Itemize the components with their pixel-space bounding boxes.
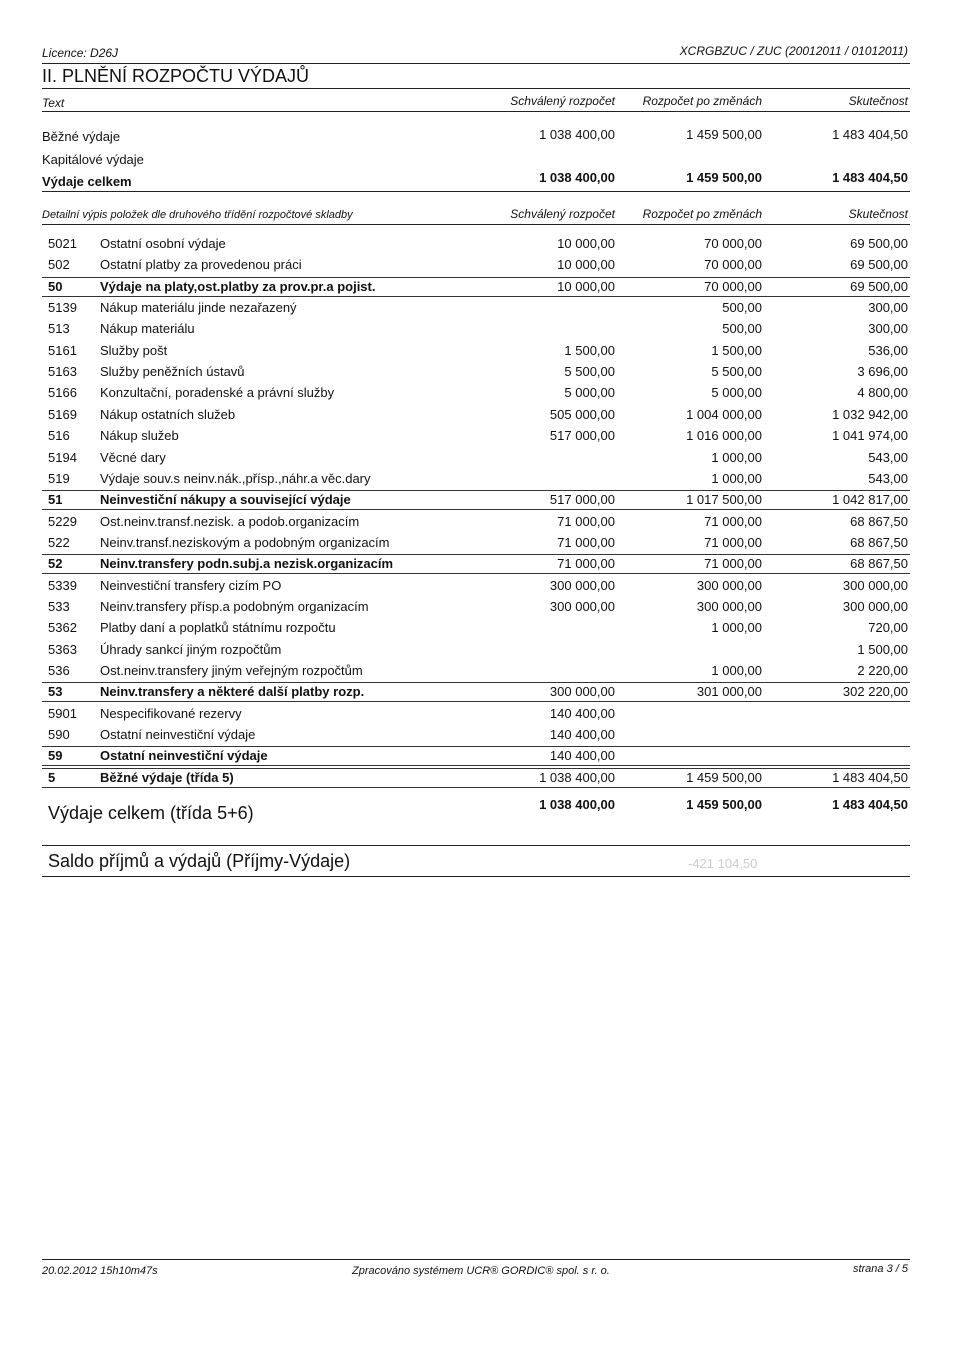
footer-system: Zpracováno systémem UCR® GORDIC® spol. s r. o. xyxy=(352,1265,610,1277)
footer-page: strana 3 / 5 xyxy=(852,1263,908,1275)
row-value-changed: 500,00 xyxy=(722,300,762,315)
row-text: Výdaje souv.s neinv.nák.,přísp.,náhr.a věc.dary xyxy=(100,471,371,486)
row-value-changed: 1 459 500,00 xyxy=(686,770,762,785)
subtotal-divider xyxy=(42,768,910,769)
row-value-approved: 140 400,00 xyxy=(549,727,615,742)
row-value-actual: 68 867,50 xyxy=(850,556,908,571)
row-code: 5901 xyxy=(48,706,77,721)
subtotal-divider xyxy=(42,573,910,574)
summary-value: 1 459 500,00 xyxy=(686,127,762,142)
row-value-actual: 1 483 404,50 xyxy=(832,770,908,785)
row-value-approved: 140 400,00 xyxy=(549,706,615,721)
row-value-actual: 1 041 974,00 xyxy=(832,428,908,443)
row-text: Neinvestiční nákupy a související výdaje xyxy=(100,492,351,507)
row-value-approved: 71 000,00 xyxy=(557,514,615,529)
row-code: 5021 xyxy=(48,236,77,251)
row-value-changed: 300 000,00 xyxy=(696,599,762,614)
row-code: 5139 xyxy=(48,300,77,315)
subtotal-divider xyxy=(42,554,910,555)
row-code: 5 xyxy=(48,770,56,785)
row-value-changed: 1 000,00 xyxy=(711,471,762,486)
row-value-changed: 500,00 xyxy=(722,321,762,336)
row-code: 502 xyxy=(48,257,70,272)
row-text: Výdaje na platy,ost.platby za prov.pr.a pojist. xyxy=(100,279,376,294)
table-row xyxy=(0,364,960,385)
row-text: Konzultační, poradenské a právní služby xyxy=(100,385,335,400)
row-code: 5339 xyxy=(48,578,77,593)
row-value-changed: 1 017 500,00 xyxy=(686,492,762,507)
summary-value: 1 038 400,00 xyxy=(539,170,615,185)
table-row xyxy=(0,706,960,727)
row-value-approved: 5 000,00 xyxy=(564,385,615,400)
row-code: 5229 xyxy=(48,514,77,529)
row-code: 52 xyxy=(48,556,63,571)
row-code: 5166 xyxy=(48,385,77,400)
row-text: Služby peněžních ústavů xyxy=(100,364,245,379)
col-text-header: Text xyxy=(42,96,65,110)
row-value-actual: 69 500,00 xyxy=(850,279,908,294)
summary-label-capital: Kapitálové výdaje xyxy=(42,152,144,167)
saldo-label: Saldo příjmů a výdajů (Příjmy-Výdaje) xyxy=(48,851,351,871)
row-text: Platby daní a poplatků státnímu rozpočtu xyxy=(100,620,336,635)
row-value-changed: 71 000,00 xyxy=(704,556,762,571)
row-value-approved: 1 500,00 xyxy=(564,343,615,358)
row-value-actual: 4 800,00 xyxy=(857,385,908,400)
row-text: Věcné dary xyxy=(100,450,166,465)
row-value-approved: 517 000,00 xyxy=(549,428,615,443)
row-text: Nákup materiálu jinde nezařazený xyxy=(100,300,297,315)
licence-label: Licence: D26J xyxy=(42,46,119,60)
page-title: II. PLNĚNÍ ROZPOČTU VÝDAJŮ xyxy=(42,66,310,86)
table-row xyxy=(0,727,960,748)
table-row xyxy=(0,450,960,471)
subtotal-divider xyxy=(42,296,910,297)
row-value-changed: 1 004 000,00 xyxy=(686,407,762,422)
detail-col-changed: Rozpočet po změnách xyxy=(642,207,762,221)
row-code: 5169 xyxy=(48,407,77,422)
table-row xyxy=(0,578,960,599)
row-value-actual: 68 867,50 xyxy=(850,535,908,550)
row-text: Úhrady sankcí jiným rozpočtům xyxy=(100,642,282,657)
row-text: Ostatní platby za provedenou práci xyxy=(100,257,302,272)
row-text: Nákup ostatních služeb xyxy=(100,407,236,422)
detail-col-actual: Skutečnost xyxy=(848,207,908,221)
row-text: Ost.neinv.transf.nezisk. a podob.organizacím xyxy=(100,514,360,529)
table-row xyxy=(0,620,960,641)
row-code: 513 xyxy=(48,321,70,336)
row-text: Ost.neinv.transfery jiným veřejným rozpočtům xyxy=(100,663,363,678)
row-value-actual: 543,00 xyxy=(868,471,908,486)
total-value-actual: 1 483 404,50 xyxy=(832,797,908,812)
subtotal-divider xyxy=(42,509,910,510)
row-value-changed: 300 000,00 xyxy=(696,578,762,593)
report-code: XCRGBZUC / ZUC (20012011 / 01012011) xyxy=(679,44,908,58)
row-value-approved: 1 038 400,00 xyxy=(539,770,615,785)
row-value-changed: 70 000,00 xyxy=(704,257,762,272)
row-value-changed: 70 000,00 xyxy=(704,279,762,294)
row-value-actual: 300,00 xyxy=(868,321,908,336)
row-value-approved: 300 000,00 xyxy=(549,578,615,593)
row-value-actual: 300 000,00 xyxy=(842,578,908,593)
row-text: Ostatní neinvestiční výdaje xyxy=(100,748,268,763)
row-code: 5161 xyxy=(48,343,77,358)
row-value-actual: 543,00 xyxy=(868,450,908,465)
row-value-approved: 505 000,00 xyxy=(549,407,615,422)
row-code: 516 xyxy=(48,428,70,443)
row-code: 59 xyxy=(48,748,63,763)
summary-value: 1 038 400,00 xyxy=(539,127,615,142)
table-row xyxy=(0,535,960,556)
row-value-approved: 10 000,00 xyxy=(557,236,615,251)
table-row xyxy=(0,385,960,406)
row-value-actual: 720,00 xyxy=(868,620,908,635)
row-value-changed: 71 000,00 xyxy=(704,514,762,529)
table-row xyxy=(0,343,960,364)
row-value-actual: 69 500,00 xyxy=(850,257,908,272)
row-value-changed: 5 500,00 xyxy=(711,364,762,379)
row-value-changed: 1 000,00 xyxy=(711,663,762,678)
summary-value: 1 459 500,00 xyxy=(686,170,762,185)
row-value-approved: 517 000,00 xyxy=(549,492,615,507)
detail-col-approved: Schválený rozpočet xyxy=(510,207,615,221)
row-value-approved: 71 000,00 xyxy=(557,535,615,550)
row-text: Neinv.transfery podn.subj.a nezisk.organizacím xyxy=(100,556,394,571)
row-value-actual: 300,00 xyxy=(868,300,908,315)
row-text: Neinvestiční transfery cizím PO xyxy=(100,578,282,593)
row-value-changed: 1 000,00 xyxy=(711,620,762,635)
subtotal-divider xyxy=(42,701,910,702)
table-row xyxy=(0,300,960,321)
subtotal-divider xyxy=(42,682,910,683)
row-value-changed: 1 000,00 xyxy=(711,450,762,465)
row-value-approved: 10 000,00 xyxy=(557,279,615,294)
summary-label-total: Výdaje celkem xyxy=(42,174,132,189)
row-code: 536 xyxy=(48,663,70,678)
row-code: 50 xyxy=(48,279,63,294)
row-value-approved: 300 000,00 xyxy=(549,684,615,699)
subtotal-divider xyxy=(42,787,910,788)
table-row xyxy=(0,642,960,663)
table-row xyxy=(0,663,960,684)
row-text: Ostatní neinvestiční výdaje xyxy=(100,727,256,742)
row-text: Neinv.transf.neziskovým a podobným organizacím xyxy=(100,535,390,550)
row-code: 53 xyxy=(48,684,63,699)
row-code: 5163 xyxy=(48,364,77,379)
total-value-changed: 1 459 500,00 xyxy=(686,797,762,812)
row-code: 533 xyxy=(48,599,70,614)
row-text: Neinv.transfery přísp.a podobným organizacím xyxy=(100,599,369,614)
table-row xyxy=(0,236,960,257)
row-value-actual: 69 500,00 xyxy=(850,236,908,251)
row-value-approved: 10 000,00 xyxy=(557,257,615,272)
row-value-changed: 5 000,00 xyxy=(711,385,762,400)
row-text: Ostatní osobní výdaje xyxy=(100,236,226,251)
row-code: 5194 xyxy=(48,450,77,465)
row-text: Nákup služeb xyxy=(100,428,179,443)
row-value-actual: 3 696,00 xyxy=(857,364,908,379)
row-text: Běžné výdaje (třída 5) xyxy=(100,770,234,785)
table-row xyxy=(0,514,960,535)
row-code: 590 xyxy=(48,727,70,742)
row-value-actual: 2 220,00 xyxy=(857,663,908,678)
table-row xyxy=(0,407,960,428)
row-value-actual: 300 000,00 xyxy=(842,599,908,614)
row-value-changed: 71 000,00 xyxy=(704,535,762,550)
row-value-changed: 301 000,00 xyxy=(696,684,762,699)
table-row xyxy=(0,599,960,620)
saldo-value: -421 104,50 xyxy=(688,856,758,871)
table-row xyxy=(0,321,960,342)
row-value-approved: 300 000,00 xyxy=(549,599,615,614)
summary-label-current: Běžné výdaje xyxy=(42,129,121,144)
row-value-actual: 302 220,00 xyxy=(842,684,908,699)
col-changed-header: Rozpočet po změnách xyxy=(642,94,762,108)
detail-title: Detailní výpis položek dle druhového třídění rozpočtové skladby xyxy=(42,209,353,221)
table-row xyxy=(0,257,960,278)
row-value-actual: 1 032 942,00 xyxy=(832,407,908,422)
row-text: Neinv.transfery a některé další platby rozp. xyxy=(100,684,365,699)
row-code: 522 xyxy=(48,535,70,550)
footer-date: 20.02.2012 15h10m47s xyxy=(42,1265,158,1277)
row-text: Nákup materiálu xyxy=(100,321,195,336)
total-label: Výdaje celkem (třída 5+6) xyxy=(48,803,254,823)
row-value-actual: 68 867,50 xyxy=(850,514,908,529)
row-value-actual: 536,00 xyxy=(868,343,908,358)
subtotal-divider xyxy=(42,746,910,747)
row-value-changed: 1 500,00 xyxy=(711,343,762,358)
row-value-approved: 140 400,00 xyxy=(549,748,615,763)
row-value-actual: 1 042 817,00 xyxy=(832,492,908,507)
row-value-changed: 70 000,00 xyxy=(704,236,762,251)
table-row xyxy=(0,471,960,492)
row-text: Služby pošt xyxy=(100,343,168,358)
row-code: 51 xyxy=(48,492,63,507)
summary-value: 1 483 404,50 xyxy=(832,127,908,142)
col-actual-header: Skutečnost xyxy=(848,94,908,108)
row-text: Nespecifikované rezervy xyxy=(100,706,242,721)
row-code: 5362 xyxy=(48,620,77,635)
row-value-changed: 1 016 000,00 xyxy=(686,428,762,443)
row-value-approved: 71 000,00 xyxy=(557,556,615,571)
subtotal-divider xyxy=(42,490,910,491)
row-code: 519 xyxy=(48,471,70,486)
col-approved-header: Schválený rozpočet xyxy=(510,94,615,108)
subtotal-divider xyxy=(42,277,910,278)
row-code: 5363 xyxy=(48,642,77,657)
table-row xyxy=(0,428,960,449)
row-value-approved: 5 500,00 xyxy=(564,364,615,379)
summary-value: 1 483 404,50 xyxy=(832,170,908,185)
row-value-actual: 1 500,00 xyxy=(857,642,908,657)
subtotal-divider xyxy=(42,765,910,766)
total-value-approved: 1 038 400,00 xyxy=(539,797,615,812)
